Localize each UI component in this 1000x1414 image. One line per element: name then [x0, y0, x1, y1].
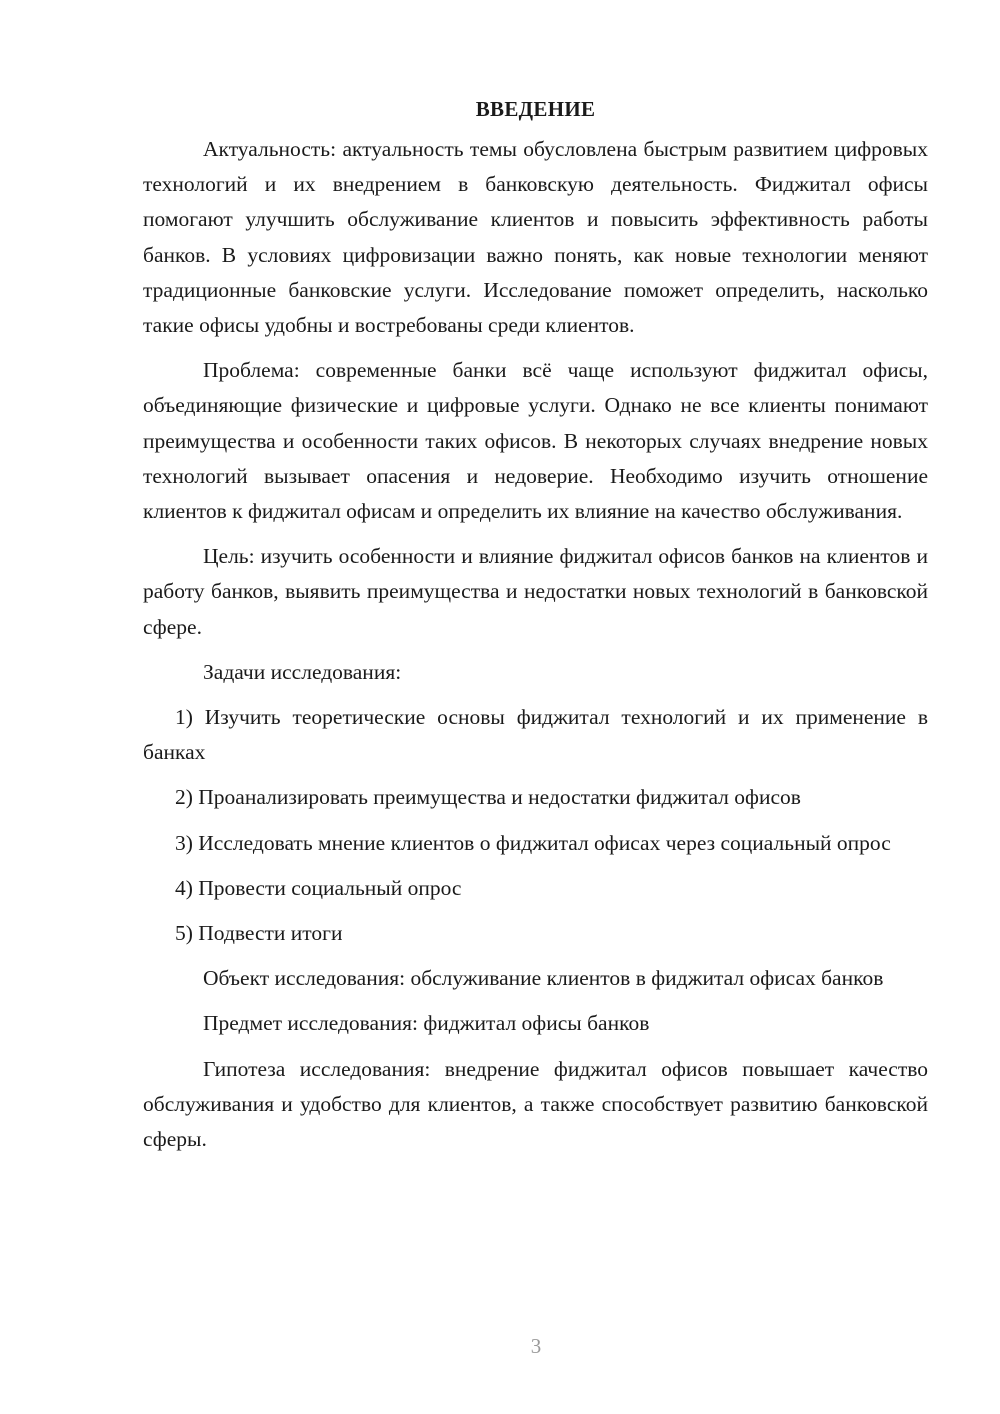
page-number: 3 [530, 1334, 542, 1358]
page-content [143, 92, 928, 1167]
list-item: 5) Подвести итоги [175, 921, 343, 946]
paragraph-problem: Проблема: современные банки всё чаще используют фиджитал офисы, объединяющие физические и цифровые услуги. Однако не все клиенты понимают преимущества и особенности таких офисов. В некоторых случаях внедрение новых технологий вызывает опасения и недоверие. Необходимо изучить отношение клиентов к фиджитал офисам и определить их влияние на качество обслуживания. [143, 358, 928, 524]
list-item: 2) Проанализировать преимущества и недостатки фиджитал офисов [175, 785, 801, 810]
paragraph-subject: Предмет исследования: фиджитал офисы банков [203, 1011, 650, 1036]
paragraph-relevance: Актуальность: актуальность темы обусловлена быстрым развитием цифровых технологий и их внедрением в банковскую деятельность. Фиджитал офисы помогают улучшить обслуживание клиентов и повысить эффективность работы банков. В условиях цифровизации важно понять, как новые технологии меняют традиционные банковские услуги. Исследование поможет определить, насколько такие офисы удобны и востребованы среди клиентов. [143, 137, 928, 338]
list-item: 3) Исследовать мнение клиентов о фиджитал офисах через социальный опрос [175, 830, 891, 855]
paragraph-hypothesis: Гипотеза исследования: внедрение фиджитал офисов повышает качество обслуживания и удобство для клиентов, а также способствует развитию банковской сферы. [143, 1056, 928, 1152]
paragraph-object: Объект исследования: обслуживание клиентов в фиджитал офисах банков [203, 966, 884, 991]
list-item: 1) Изучить теоретические основы фиджитал технологий и их применение в банках [143, 705, 928, 765]
list-item: 4) Провести социальный опрос [175, 875, 462, 900]
tasks-list [143, 700, 928, 951]
page-title: ВВЕДЕНИЕ [475, 97, 596, 121]
paragraph-goal: Цель: изучить особенности и влияние фиджитал офисов банков на клиентов и работу банков, выявить преимущества и недостатки новых технологий в банковской сфере. [143, 544, 928, 639]
tasks-heading: Задачи исследования: [203, 659, 402, 684]
